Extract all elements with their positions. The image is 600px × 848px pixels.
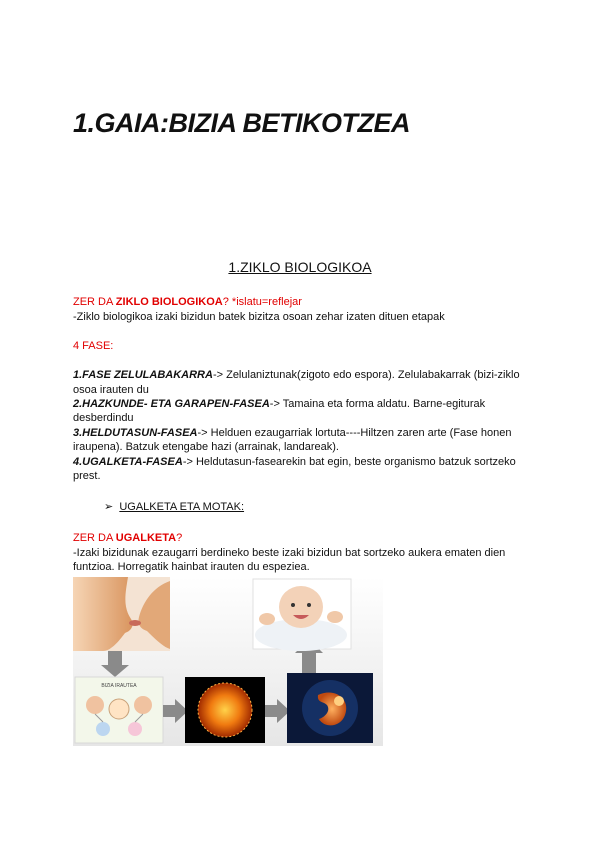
- phase-desc: -> Tamaina eta forma aldatu. Barne-egiturak: [269, 398, 486, 410]
- phase-4: [73, 455, 516, 470]
- phase-desc: -> Zelulaniztunak(zigoto edo espora). Zelulabakarrak (bizi-ziklo: [212, 369, 520, 381]
- page-title: 1.GAIA:BIZIA BETIKOTZEA: [73, 108, 410, 138]
- fase-header: 4 FASE:: [73, 340, 114, 352]
- answer-ugalketa-2: funtzioa. Horregatik hainbat irauten du espeziea.: [73, 561, 310, 573]
- bullet-text: UGALKETA ETA MOTAK:: [119, 501, 245, 513]
- question-bold: ZIKLO BIOLOGIKOA: [115, 296, 223, 308]
- phase-1-cont: osoa irauten du: [73, 384, 149, 396]
- section-title: 1.ZIKLO BIOLOGIKOA: [228, 259, 372, 275]
- phase-3-cont: iraupena). Batzuk etengabe hazi (arrainak, landareak).: [73, 441, 339, 453]
- bullet-ugalketa: [104, 500, 244, 515]
- question-bold: UGALKETA: [115, 532, 177, 544]
- phase-desc: -> Heldutasun-fasearekin bat egin, beste organismo batzuk sortzeko: [182, 456, 516, 468]
- question-prefix: ZER DA: [73, 532, 116, 544]
- phase-name: 4.UGALKETA-FASEA: [73, 456, 183, 468]
- phase-name: 1.FASE ZELULABAKARRA: [73, 369, 213, 381]
- reproduction-cycle-figure: [73, 577, 383, 746]
- phase-2-cont: desberdindu: [73, 412, 134, 424]
- phase-3: [73, 426, 511, 441]
- question-ugalketa: [73, 531, 182, 546]
- embryo-photo: [287, 673, 373, 743]
- phase-4-cont: prest.: [73, 470, 101, 482]
- question-ziklo: [73, 295, 302, 310]
- reproduction-diagram: [75, 677, 163, 743]
- kiss-photo: [73, 577, 170, 651]
- diagram-caption: BIZIA IRAUTEA: [101, 683, 137, 689]
- answer-ugalketa-1: -Izaki bizidunak ezaugarri berdineko beste izaki bizidun bat sortzeko aukera ematen dien: [73, 547, 506, 559]
- bullet-arrow-icon: ➢: [104, 501, 114, 513]
- figure-canvas: [73, 577, 383, 746]
- question-suffix: ?: [176, 532, 183, 544]
- phase-2: [73, 397, 485, 412]
- question-suffix: ? *islatu=reflejar: [222, 296, 302, 308]
- phase-desc: -> Helduen ezaugarriak lortuta----Hiltzen zaren arte (Fase honen: [197, 427, 512, 439]
- phase-1: [73, 368, 520, 383]
- phase-name: 2.HAZKUNDE- ETA GARAPEN-FASEA: [73, 398, 270, 410]
- phase-name: 3.HELDUTASUN-FASEA: [73, 427, 198, 439]
- answer-ziklo: -Ziklo biologikoa izaki bizidun batek bizitza osoan zehar izaten dituen etapak: [73, 311, 445, 323]
- baby-photo: [253, 579, 351, 651]
- question-prefix: ZER DA: [73, 296, 116, 308]
- cell-photo: [185, 677, 265, 743]
